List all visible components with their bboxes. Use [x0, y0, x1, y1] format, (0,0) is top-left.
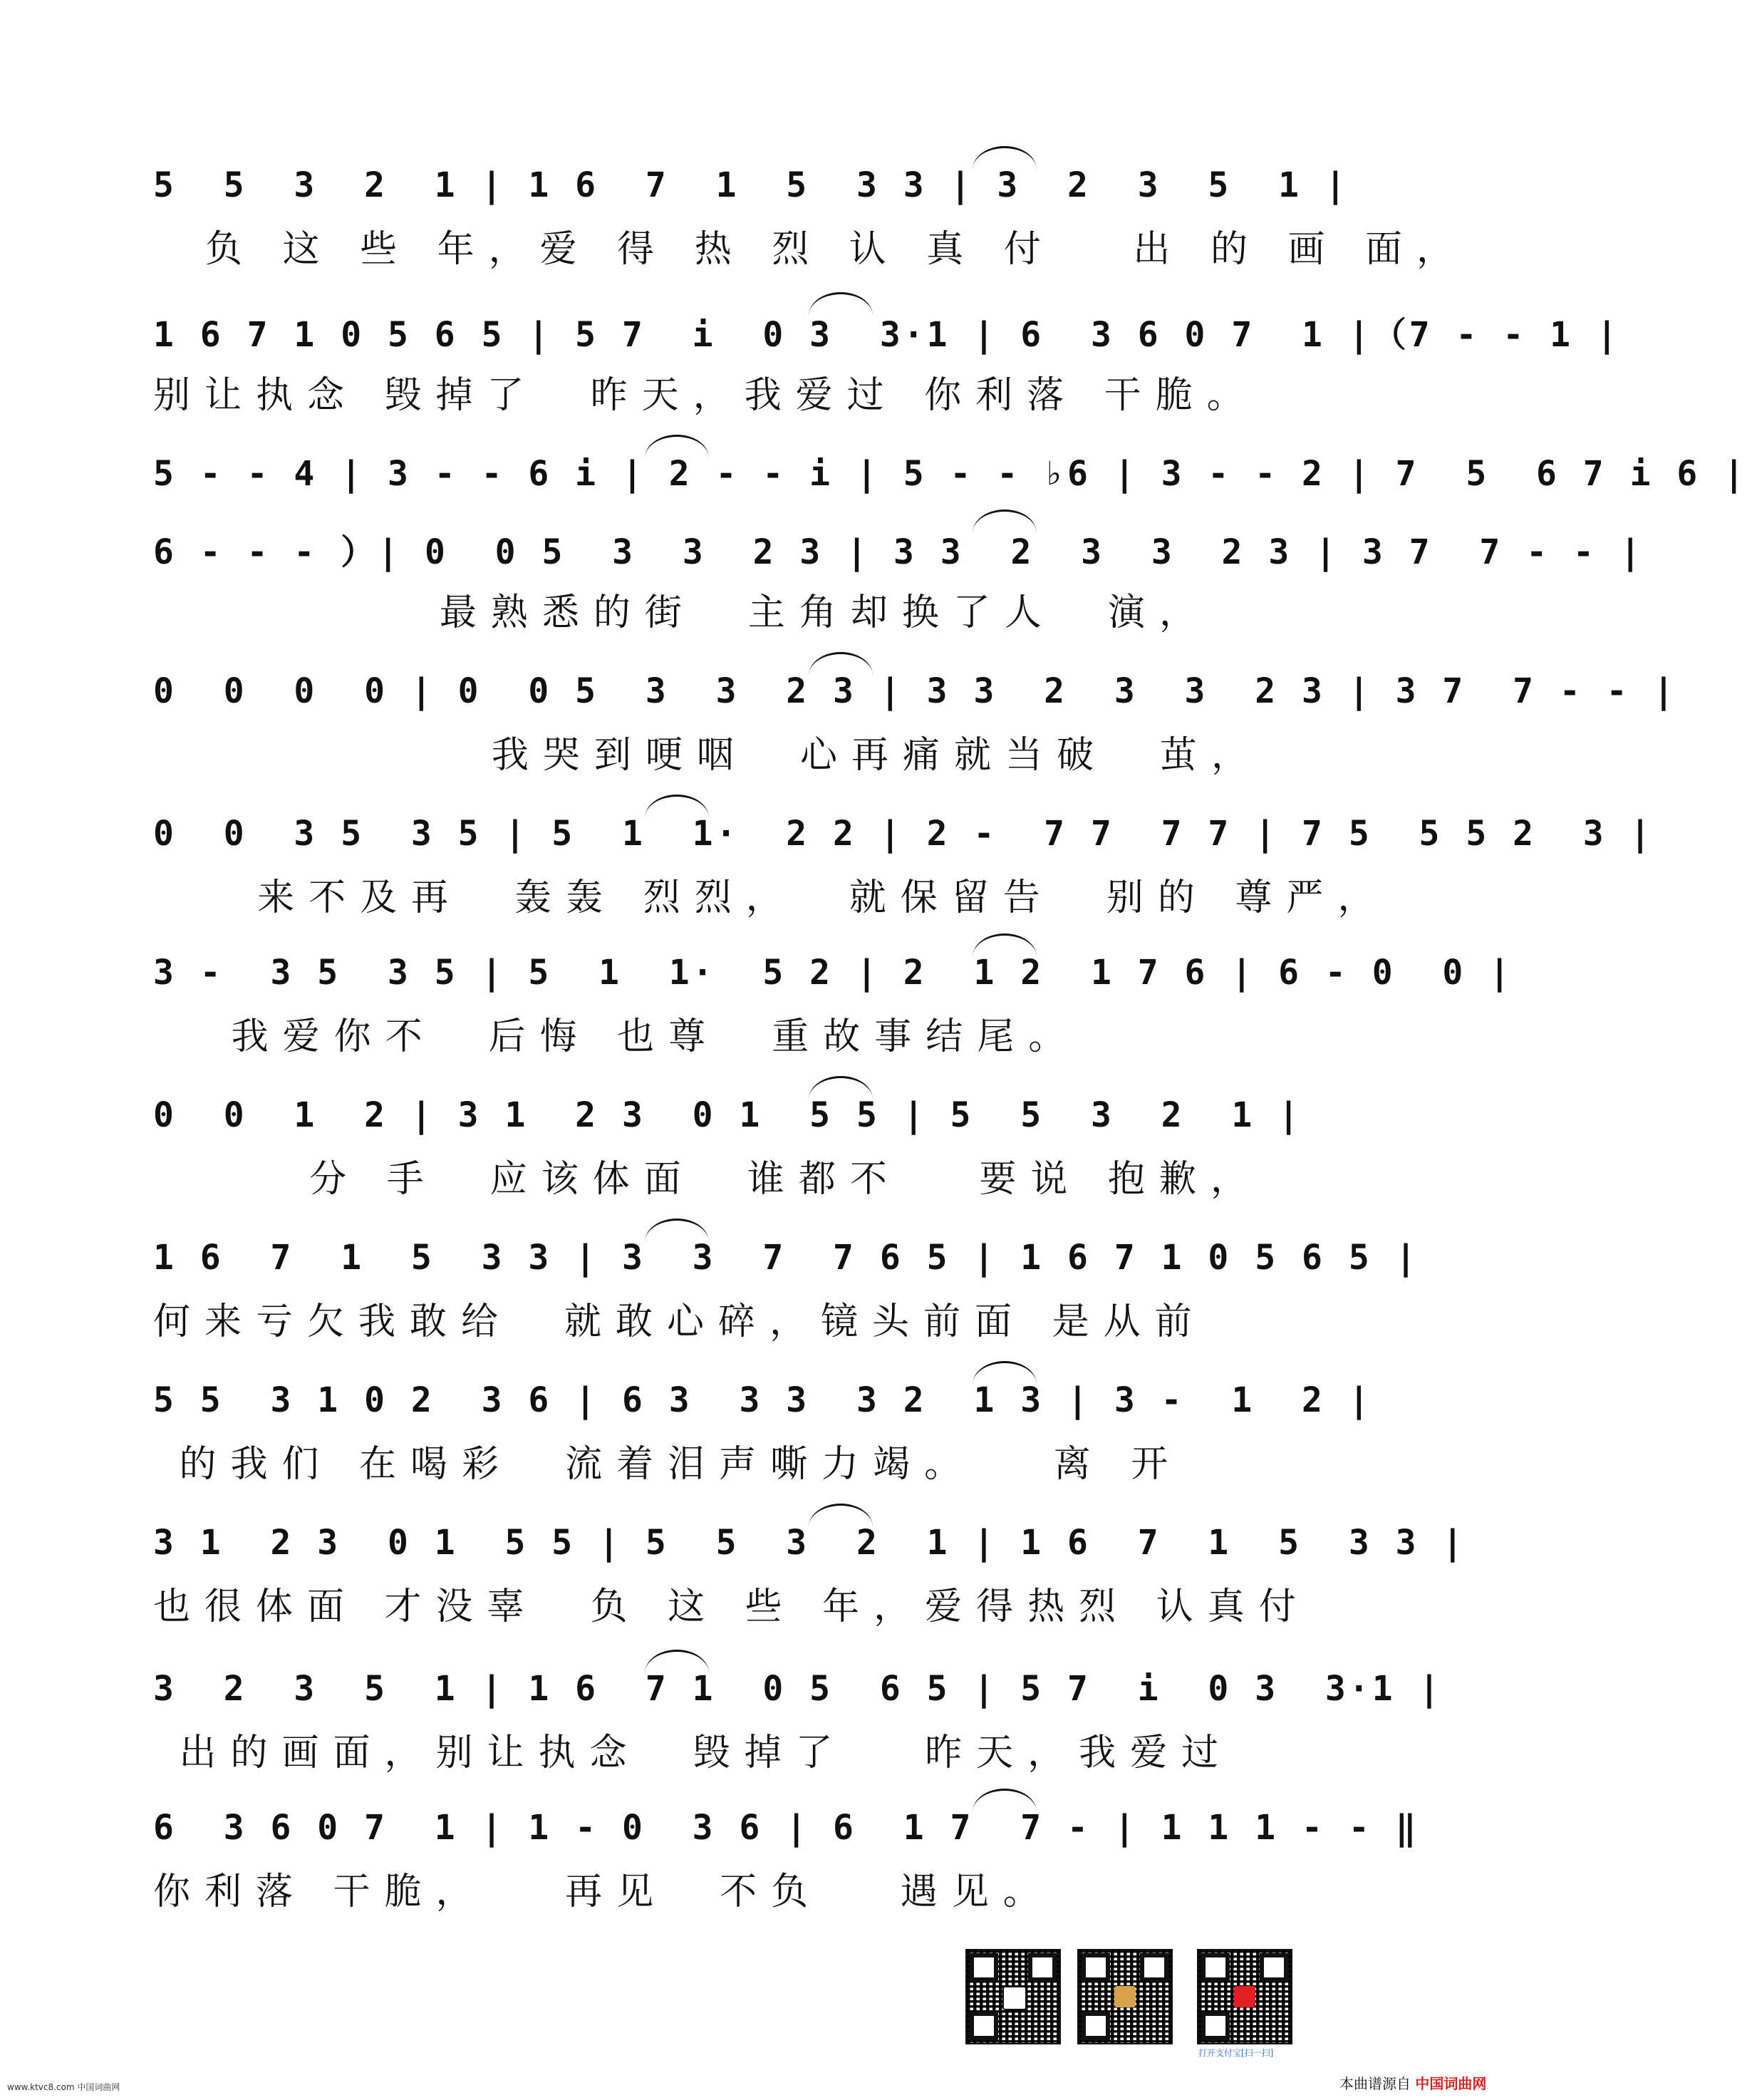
staff-row	[153, 659, 1677, 802]
qr-code-wechat	[965, 1949, 1061, 2044]
notation-line: 5 5 3 1 0 2 3 6 | 6 3 3 3 3 2 1 3 | 3 - 1 2 |	[153, 1380, 1372, 1420]
staff-row	[153, 299, 1620, 442]
staff-row	[153, 802, 1654, 944]
staff-row	[153, 1226, 1419, 1368]
staff-row	[153, 941, 1513, 1083]
notation-line: 3 2 3 5 1 | 1 6 7 1 0 5 6 5 | 5 7 i 0 3 3·1 |	[153, 1669, 1443, 1709]
notation-line: 0 0 0 0 | 0 0 5 3 3 2 3 | 3 3 2 3 3 2 3 | 3 7 7 - - |	[153, 671, 1677, 711]
lyrics-line: 出的画面，别让执念 毁掉了 昨天，我爱过	[153, 1732, 1233, 1774]
lyrics-line: 别让执念 毁掉了 昨天，我爱过 你利落 干脆。	[153, 374, 1258, 417]
lyrics-line: 负 这 些 年，爱 得 热 烈 认 真 付 出 的 画 面，	[153, 228, 1468, 271]
qr-caption: 打开支付宝[扫一扫]	[1198, 2048, 1274, 2058]
staff-row	[153, 1657, 1443, 1799]
lyrics-line: 我哭到哽咽 心再痛就当破 茧，	[153, 734, 1263, 777]
footer-source	[1339, 2072, 1486, 2093]
qr-code-site	[1077, 1949, 1173, 2044]
lyrics-line: 来不及再 轰轰 烈烈， 就保留告 别的 尊严，	[153, 876, 1389, 919]
notation-line: 1 6 7 1 5 3 3 | 3 3 7 7 6 5 | 1 6 7 1 0 5 6 5 |	[153, 1238, 1419, 1278]
staff-row	[153, 1796, 1419, 1938]
notation-line: 6 3 6 0 7 1 | 1 - 0 3 6 | 6 1 7 7 - | 1 1 1 - - ‖	[153, 1808, 1419, 1848]
notation-line: 3 - 3 5 3 5 | 5 1 1· 5 2 | 2 1 2 1 7 6 | 6 - 0 0 |	[153, 953, 1513, 993]
lyrics-line: 的我们 在喝彩 流着泪声嘶力竭。 离 开	[153, 1443, 1183, 1486]
qr-code-alipay	[1197, 1949, 1292, 2044]
lyrics-line: 分 手 应该体面 谁都不 要说 抱歉，	[153, 1158, 1262, 1201]
notation-line: 5 5 3 2 1 | 1 6 7 1 5 3 3 | 3 2 3 5 1 |	[153, 165, 1349, 205]
staff-row	[153, 1368, 1372, 1511]
footer-source-label: 本曲谱源自	[1339, 2075, 1411, 2092]
notation-line: 0 0 1 2 | 3 1 2 3 0 1 5 5 | 5 5 3 2 1 |	[153, 1095, 1302, 1135]
notation-line: 3 1 2 3 0 1 5 5 | 5 5 3 2 1 | 1 6 7 1 5 3 3 |	[153, 1523, 1466, 1563]
left-watermark	[1, 0, 17, 2100]
lyrics-line: 何来亏欠我敢给 就敢心碎，镜头前面 是从前	[153, 1300, 1206, 1343]
footer-site: www.ktvc8.com 中国词曲网	[7, 2082, 120, 2092]
staff-row	[153, 1083, 1350, 1226]
footer-brand: 中国词曲网	[1415, 2075, 1487, 2092]
lyrics-line: 最熟悉的街 主角却换了人 演，	[153, 591, 1211, 634]
lyrics-line: 你利落 干脆， 再见 不负 遇见。	[153, 1871, 1054, 1913]
tie-slur	[973, 146, 1037, 170]
lyrics-line: 我爱你不 后悔 也尊 重故事结尾。	[153, 1015, 1080, 1058]
notation-line: 5 - - 4 | 3 - - 6 i | 2 - - i | 5 - - ♭6 | 3 - - 2 | 7 5 6 7 i 6 |	[153, 454, 1747, 494]
staff-row	[153, 517, 1644, 659]
staff-row	[153, 153, 1468, 296]
notation-line: 6 - - - ）| 0 0 5 3 3 2 3 | 3 3 2 3 3 2 3 | 3 7 7 - - |	[153, 532, 1644, 572]
notation-line: 1 6 7 1 0 5 6 5 | 5 7 i 0 3 3·1 | 6 3 6 0 7 1 |（7 - - 1 |	[153, 314, 1620, 355]
lyrics-line: 也很体面 才没辜 负 这 些 年，爱得热烈 认真付	[153, 1586, 1310, 1628]
staff-row	[153, 1511, 1466, 1653]
notation-line: 0 0 3 5 3 5 | 5 1 1· 2 2 | 2 - 7 7 7 7 | 7 5 5 5 2 3 |	[153, 814, 1654, 854]
